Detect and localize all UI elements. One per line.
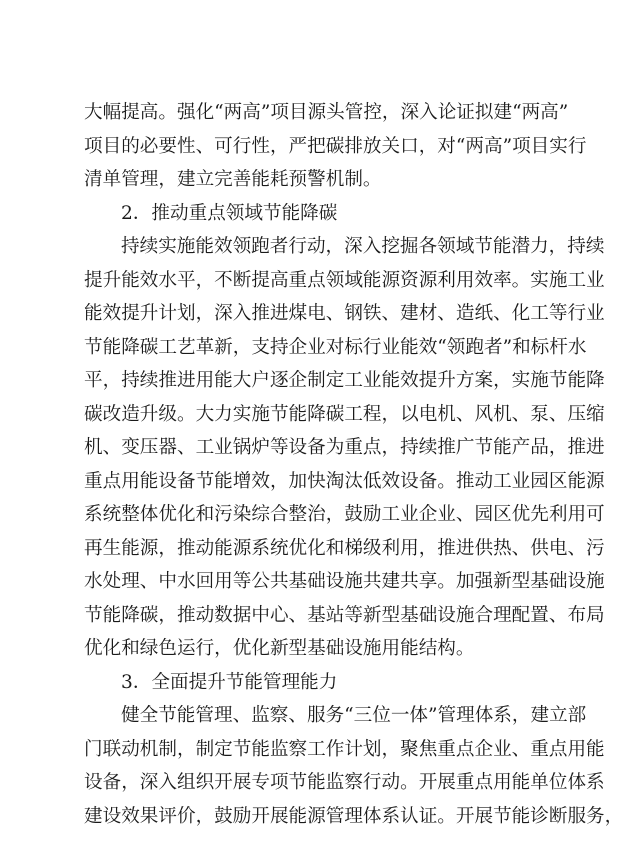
section-heading: 2．推动重点领域节能降碳 bbox=[121, 203, 338, 224]
paragraph-line: 水处理、中水回用等公共基础设施共建共享。加强新型基础设施 bbox=[84, 571, 605, 592]
paragraph-line: 平，持续推进用能大户逐企制定工业能效提升方案，实施节能降 bbox=[84, 370, 605, 391]
paragraph-line: 清单管理，建立完善能耗预警机制。 bbox=[84, 169, 382, 190]
paragraph-line: 能效提升计划，深入推进煤电、钢铁、建材、造纸、化工等行业 bbox=[84, 303, 605, 324]
paragraph-line: 门联动机制，制定节能监察工作计划，聚焦重点企业、重点用能 bbox=[84, 739, 605, 760]
paragraph-line: 系统整体优化和污染综合整治，鼓励工业企业、园区优先利用可 bbox=[84, 504, 605, 525]
paragraph-line: 重点用能设备节能增效，加快淘汰低效设备。推动工业园区能源 bbox=[84, 471, 605, 492]
paragraph-line: 提升能效水平，不断提高重点领域能源资源利用效率。实施工业 bbox=[84, 270, 605, 291]
paragraph-line: 建设效果评价，鼓励开展能源管理体系认证。开展节能诊断服务， bbox=[84, 806, 623, 827]
paragraph-line: 持续实施能效领跑者行动，深入挖掘各领域节能潜力，持续 bbox=[121, 236, 605, 257]
paragraph-line: 碳改造升级。大力实施节能降碳工程，以电机、风机、泵、压缩 bbox=[84, 404, 605, 425]
paragraph-line: 优化和绿色运行，优化新型基础设施用能结构。 bbox=[84, 638, 475, 659]
paragraph-line: 大幅提高。强化“两高”项目源头管控，深入论证拟建“两高” bbox=[84, 102, 569, 123]
section-heading: 3．全面提升节能管理能力 bbox=[121, 672, 338, 693]
paragraph-line: 机、变压器、工业锅炉等设备为重点，持续推广节能产品，推进 bbox=[84, 437, 605, 458]
paragraph-line: 项目的必要性、可行性，严把碳排放关口，对“两高”项目实行 bbox=[84, 136, 587, 157]
paragraph-line: 健全节能管理、监察、服务“三位一体”管理体系，建立部 bbox=[121, 705, 587, 726]
paragraph-line: 设备，深入组织开展专项节能监察行动。开展重点用能单位体系 bbox=[84, 772, 605, 793]
paragraph-line: 节能降碳工艺革新，支持企业对标行业能效“领跑者”和标杆水 bbox=[84, 337, 587, 358]
paragraph-line: 节能降碳，推动数据中心、基站等新型基础设施合理配置、布局 bbox=[84, 605, 605, 626]
paragraph-line: 再生能源，推动能源系统优化和梯级利用，推进供热、供电、污 bbox=[84, 538, 605, 559]
